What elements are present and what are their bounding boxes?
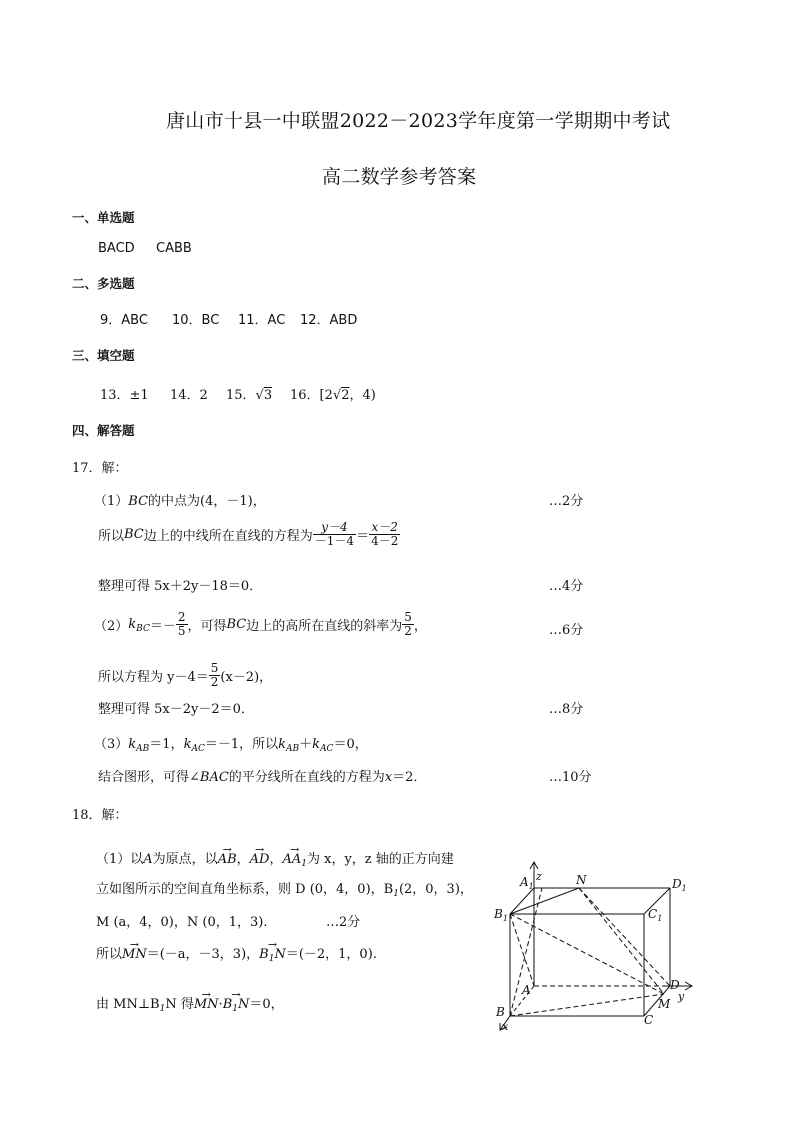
multi-choice-10: 10．BC (172, 313, 220, 328)
section-solutions: 四、解答题 (72, 423, 135, 438)
q17-l2-c: 边上的中线所在直线的方程为 (143, 529, 313, 544)
q18-l4-b: ＝(－a，－3，3)， (146, 947, 260, 962)
q17-p2-a: （2） (94, 619, 129, 634)
q17-p2-e: 边上的高所在直线的斜率为 (246, 619, 403, 634)
vector-b1n (259, 947, 286, 964)
vector-b1n-b: B (259, 947, 269, 962)
q18-l1-A: A (143, 852, 153, 867)
q17-line2 (98, 521, 400, 548)
label-a1: $A_1$ (520, 875, 534, 891)
vector-b1n-n: N (274, 947, 286, 962)
vector-aa1-text: AA (282, 852, 302, 867)
vector-mn-2: → MN (194, 997, 219, 1012)
segment-bm (510, 994, 664, 1016)
q17-part1 (94, 490, 266, 509)
q17-p3-c: ＝－1，所以 (204, 737, 279, 752)
vector-aa1-sub: 1 (301, 859, 307, 869)
vector-ad: → AD (250, 852, 270, 867)
q17-frac3 (176, 611, 188, 638)
q17-p3-s2: AC (191, 744, 205, 754)
q17-p3-s4: AC (320, 744, 334, 754)
segment-b1a (510, 914, 534, 986)
q18-line2 (96, 878, 473, 899)
q17-l8-a: 结合图形，可得∠ (98, 770, 200, 785)
multi-choice-11: 11．AC (238, 313, 286, 328)
q17-line6: 整理可得 5x－2y－2＝0． (98, 702, 254, 717)
fill-blank-14: 14．2 (170, 388, 208, 403)
q17-part2 (94, 611, 427, 638)
vector-mn: → MN (122, 947, 147, 962)
segment-nb1 (510, 888, 579, 914)
q18-l5-sub: 1 (159, 1004, 166, 1014)
q18-l5-c: ＝0， (249, 997, 284, 1012)
fill-blank-16-num: 16．[2 (290, 388, 333, 403)
label-y: y (678, 990, 685, 1003)
q18-l1-a: （1）以 (96, 852, 144, 867)
q17-p2-f: ， (413, 619, 427, 634)
q17-p1-a: （1） (94, 494, 129, 509)
q17-frac2-num: x－2 (369, 521, 400, 535)
q17-p1-b: BC (128, 494, 149, 509)
q18-head: 18．解： (72, 808, 128, 823)
q17-line8 (98, 766, 426, 785)
sqrt-2: √2 (332, 388, 350, 403)
label-n: N (576, 873, 587, 887)
q17-eq: ＝ (356, 529, 370, 544)
q18-l5-dot: · (218, 997, 223, 1012)
q17-p3-k2: k (183, 737, 192, 752)
sqrt-3: √3 (255, 388, 273, 403)
q17-frac1-num: y－4 (313, 521, 356, 535)
q18-l4-a: 所以 (96, 947, 123, 962)
q17-p3-k4: k (312, 737, 321, 752)
q17-l8-b: BAC (199, 770, 229, 785)
label-z: z (536, 870, 542, 883)
answer-subtitle: 高二数学参考答案 (322, 166, 477, 188)
vector-b1n-2-b: B (222, 997, 233, 1012)
q17-line5 (98, 662, 272, 689)
q17-frac4-num: 5 (404, 610, 412, 624)
vector-b1n-2-sub: 1 (232, 1004, 238, 1014)
q17-score-10: …10分 (549, 770, 592, 785)
label-a: A (522, 983, 531, 997)
q17-score-8: …8分 (549, 702, 584, 717)
prism-figure (486, 858, 710, 1038)
exam-title: 唐山市十县一中联盟2022－2023学年度第一学期期中考试 (166, 110, 671, 132)
section-fill-blank: 三、填空题 (72, 348, 135, 363)
label-c1: $C_1$ (648, 907, 663, 923)
section-multi-choice: 二、多选题 (72, 276, 135, 291)
label-d1: $D_1$ (672, 877, 687, 893)
q17-frac5-num: 5 (210, 661, 219, 675)
q17-l2-b: BC (124, 527, 144, 542)
vector-b1n-sub: 1 (268, 954, 275, 964)
q17-p3-plus: ＋ (299, 737, 313, 752)
fill-blank-13: 13．±1 (100, 388, 149, 403)
q17-part3 (94, 733, 368, 754)
q17-frac2 (369, 521, 400, 548)
q18-l5-b: N 得 (165, 997, 194, 1012)
q17-p2-k: k (128, 617, 137, 632)
q18-line4 (96, 943, 377, 964)
q18-line1: （1）以A为原点，以→ AB，→ AD，→ $AA_1$为 x，y，z 轴的正方向建 (96, 848, 454, 869)
q17-p3-a: （3） (94, 737, 129, 752)
section-single-choice: 一、单选题 (72, 210, 135, 225)
q17-p1-c: 的中点为(4，－1)， (148, 494, 266, 509)
q17-l5-b: (x－2)， (220, 670, 273, 685)
segment-nm (579, 888, 664, 994)
vector-b1n-2 (223, 997, 250, 1014)
q17-p3-k1: k (128, 737, 137, 752)
q17-p3-k3: k (278, 737, 287, 752)
q17-score-4: …4分 (549, 579, 584, 594)
q18-line5 (96, 993, 284, 1014)
q17-p2-b: ＝－ (149, 619, 176, 634)
q18-l2-sub: 1 (393, 889, 399, 899)
q18-l2-b: (2，0，3)， (398, 882, 473, 897)
vector-b1n-2-n: N (237, 997, 250, 1012)
q18-line3: M (a，4，0)，N (0，1，3). (96, 915, 268, 930)
q17-line3: 整理可得 5x＋2y－18＝0． (98, 579, 263, 594)
q17-head: 17．解： (72, 461, 128, 476)
q17-p3-b: ＝1， (149, 737, 184, 752)
q18-l5-a: 由 MN⊥B (96, 997, 160, 1012)
q17-l5-a: 所以方程为 y－4＝ (98, 670, 209, 685)
label-d: D (670, 978, 680, 992)
q17-l8-e: ＝2． (392, 770, 427, 785)
q18-l2-a: 立如图所示的空间直角坐标系，则 D (0，4，0)，B (96, 882, 394, 897)
q17-p3-s3: AB (286, 744, 300, 754)
fill-blank-16 (290, 384, 376, 403)
q17-frac4-den: 2 (404, 624, 412, 638)
q17-frac5 (209, 662, 221, 689)
q17-p2-d: BC (226, 617, 247, 632)
multi-choice-12: 12．ABD (300, 313, 358, 328)
fill-blank-15 (226, 384, 272, 403)
label-b: B (496, 1005, 505, 1019)
q17-frac1 (313, 521, 356, 548)
q18-l4-c: ＝(－2，1，0). (285, 947, 377, 962)
q17-l8-d: x (384, 770, 393, 785)
q18-score-2: …2分 (326, 915, 361, 930)
q17-p3-s1: AB (136, 744, 150, 754)
multi-choice-9: 9．ABC (100, 313, 148, 328)
q17-l2-a: 所以 (98, 529, 125, 544)
q17-score-6: …6分 (549, 623, 584, 638)
q17-frac2-den: 4－2 (371, 534, 399, 548)
q17-l8-c: 的平分线所在直线的方程为 (228, 770, 385, 785)
q17-frac1-den: －1－4 (314, 534, 355, 548)
q17-p2-sub: BC (136, 624, 150, 634)
fill-blank-15-num: 15． (226, 388, 256, 403)
vector-ab: → AB (218, 852, 237, 867)
label-m: M (658, 997, 671, 1011)
q17-frac3-num: 2 (177, 610, 186, 624)
fill-blank-16-tail: ，4) (349, 388, 376, 403)
q18-l1-b: 为原点，以 (152, 852, 218, 867)
label-b1: $B_1$ (494, 907, 508, 923)
vector-aa1 (282, 852, 307, 869)
q17-p2-c: ，可得 (187, 619, 227, 634)
label-c: C (644, 1013, 654, 1027)
segment-nd (579, 888, 670, 986)
q18-l1-c: 为 x，y，z 轴的正方向建 (307, 852, 454, 867)
label-x: x (502, 1020, 509, 1033)
edge-b1a1 (510, 888, 534, 914)
q17-frac4 (402, 611, 414, 638)
single-choice-answers-1: BACD (98, 241, 135, 256)
q17-score-2: …2分 (549, 494, 584, 509)
q17-frac3-den: 5 (177, 624, 186, 638)
q17-p3-d: ＝0， (333, 737, 368, 752)
single-choice-answers-2: CABB (156, 241, 192, 256)
q17-frac5-den: 2 (210, 675, 219, 689)
